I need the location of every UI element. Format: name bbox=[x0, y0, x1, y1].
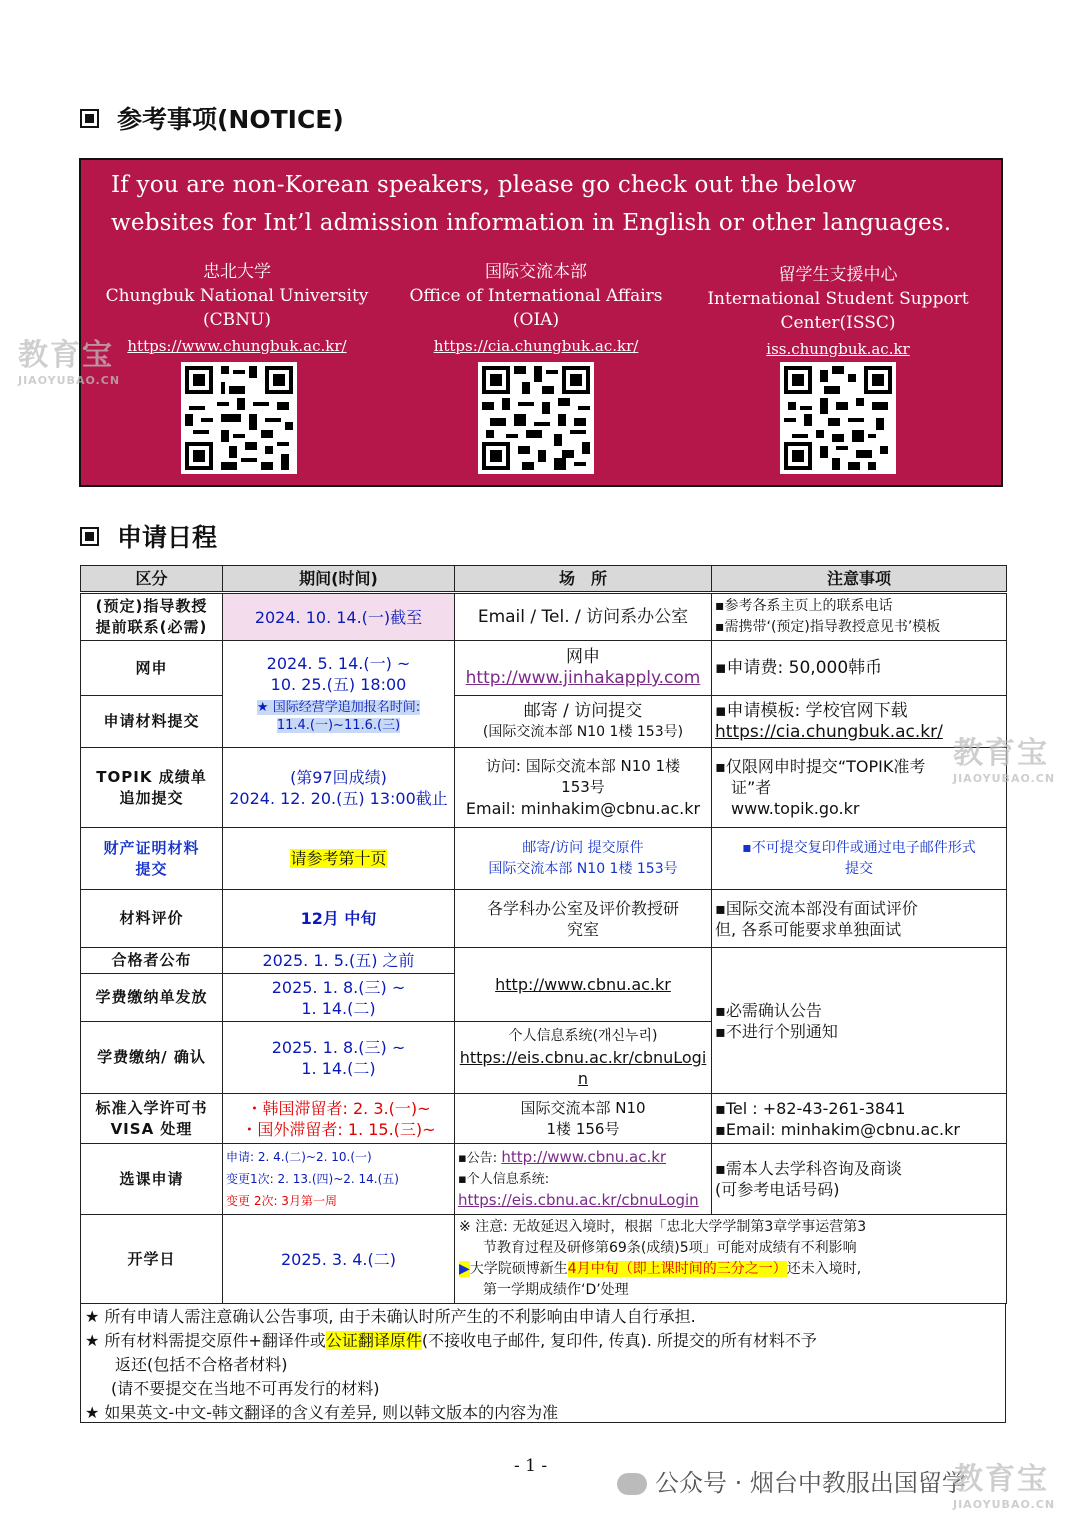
place-text: Email / Tel. / 访问系办公室 bbox=[477, 606, 689, 627]
note-text: 大学院硕博新生 bbox=[469, 1261, 568, 1277]
place-label: ▪个人信息系统: bbox=[458, 1172, 550, 1187]
place-text: 各学科办公室及评价教授研 bbox=[486, 898, 679, 918]
period-cell bbox=[223, 974, 455, 1022]
period-cell bbox=[223, 1215, 455, 1304]
category-text: 提前联系(必需) bbox=[95, 618, 208, 636]
category-cell bbox=[81, 828, 223, 890]
note-text: 还未入境时, bbox=[786, 1261, 862, 1277]
period-cell bbox=[223, 641, 455, 748]
period-text: 2024. 5. 14.(一) ~ bbox=[266, 654, 411, 673]
org-name-cn: 忠北大学 bbox=[203, 262, 271, 282]
watermark-brand: 教育宝 bbox=[953, 736, 1049, 771]
note-cell bbox=[712, 890, 1007, 948]
category-text: TOPIK 成绩单 bbox=[96, 767, 207, 786]
place-text: 国际交流本部 N10 bbox=[520, 1098, 646, 1117]
org-abbrev: (CBNU) bbox=[203, 310, 271, 330]
arrow-right-icon: ▶ bbox=[459, 1261, 470, 1277]
table-row bbox=[81, 748, 1007, 828]
square-bullet-icon bbox=[80, 527, 99, 546]
footer-note-line bbox=[85, 1329, 1001, 1353]
note-cell bbox=[712, 641, 1007, 696]
note-text: ▪申请模板: 学校官网下载 bbox=[715, 700, 908, 721]
category-cell bbox=[81, 948, 223, 974]
notice-intro-line1: If you are non-Korean speakers, please go check out the below bbox=[111, 172, 857, 198]
notice-section-title bbox=[80, 100, 344, 136]
org-name-en: International Student Support bbox=[707, 289, 969, 309]
watermark-logo bbox=[953, 1454, 1055, 1511]
category-cell bbox=[81, 1215, 223, 1304]
org-name-cn: 国际交流本部 bbox=[485, 262, 587, 282]
watermark-domain: JIAOYUBAO.CN bbox=[953, 772, 1056, 785]
category-text: 网申 bbox=[135, 658, 168, 677]
note-text: 但, 各系可能要求单独面试 bbox=[715, 919, 902, 939]
note-cell bbox=[712, 948, 1007, 1094]
cbnu-link[interactable]: http://www.cbnu.ac.kr bbox=[501, 1148, 667, 1166]
period-cell bbox=[223, 890, 455, 948]
period-text: ・韩国滞留者: 2. 3.(一)~ bbox=[246, 1098, 431, 1118]
note-text: ▪参考各系主页上的联系电话 bbox=[715, 598, 893, 614]
period-cell bbox=[223, 1144, 455, 1215]
org-abbrev: Center(ISSC) bbox=[780, 313, 896, 333]
note-text: 提交 bbox=[845, 860, 873, 877]
category-cell bbox=[81, 1144, 223, 1215]
qr-code-icon bbox=[780, 362, 896, 474]
place-cell bbox=[455, 828, 712, 890]
opening-note-cell bbox=[455, 1215, 1007, 1304]
category-cell bbox=[81, 593, 223, 641]
phone-text: ▪Tel : +82-43-261-3841 bbox=[715, 1098, 906, 1118]
place-cell bbox=[455, 1144, 712, 1215]
notice-box bbox=[79, 158, 1003, 487]
note-text: (可参考电话号码) bbox=[715, 1180, 840, 1199]
category-text: 申请材料提交 bbox=[103, 712, 200, 730]
wechat-icon bbox=[617, 1473, 647, 1495]
watermark-domain: JIAOYUBAO.CN bbox=[953, 1498, 1056, 1511]
schedule-table bbox=[80, 565, 1007, 1304]
watermark-domain: JIAOYUBAO.CN bbox=[18, 374, 121, 387]
category-cell bbox=[81, 974, 223, 1022]
period-text: ・国外滞留者: 1. 15.(三)~ bbox=[241, 1119, 436, 1139]
period-cell bbox=[223, 828, 455, 890]
note-text: ▪不进行个别通知 bbox=[715, 1021, 838, 1041]
category-cell bbox=[81, 748, 223, 828]
eis-link[interactable]: https://eis.cbnu.ac.kr/cbnuLogin bbox=[458, 1191, 699, 1209]
org-url-link[interactable]: https://www.chungbuk.ac.kr/ bbox=[127, 337, 347, 355]
period-text: 10. 25.(五) 18:00 bbox=[270, 675, 407, 694]
org-oia bbox=[386, 260, 686, 358]
table-row bbox=[81, 1094, 1007, 1144]
category-text: 开学日 bbox=[127, 1249, 176, 1268]
note-text: ▪国际交流本部没有面试评价 bbox=[715, 898, 918, 918]
square-bullet-icon bbox=[80, 109, 99, 128]
category-text: 学费缴纳/ 确认 bbox=[97, 1048, 206, 1066]
period-text: 2025. 1. 5.(五) 之前 bbox=[262, 951, 415, 970]
org-issc bbox=[688, 263, 988, 361]
watermark-brand: 教育宝 bbox=[953, 1462, 1049, 1497]
wechat-account-label bbox=[617, 1463, 966, 1498]
period-text: 申请: 2. 4.(二)~2. 10.(一) bbox=[226, 1150, 372, 1164]
place-cell bbox=[455, 696, 712, 748]
place-text: (国际交流本部 N10 1楼 153号) bbox=[482, 723, 684, 740]
org-name-en: Office of International Affairs bbox=[409, 286, 663, 306]
period-cell bbox=[223, 748, 455, 828]
table-row bbox=[81, 828, 1007, 890]
place-cell bbox=[455, 748, 712, 828]
category-text: 学费缴纳单发放 bbox=[95, 988, 208, 1006]
footer-note-line: ★ 所有申请人需注意确认公告事项, 由于未确认时所产生的不利影响由申请人自行承担. bbox=[85, 1307, 696, 1326]
table-row bbox=[81, 696, 1007, 748]
table-row bbox=[81, 641, 1007, 696]
column-header: 注意事项 bbox=[712, 566, 1007, 593]
place-cell bbox=[455, 641, 712, 696]
footer-note-line: 返还(包括不合格者材料) bbox=[115, 1355, 288, 1374]
org-url-link[interactable]: iss.chungbuk.ac.kr bbox=[766, 340, 910, 358]
period-text: 1. 14.(二) bbox=[301, 998, 376, 1018]
cia-link[interactable]: https://cia.chungbuk.ac.kr/ bbox=[715, 721, 943, 742]
place-text: 153号 bbox=[561, 778, 605, 796]
org-name-en: Chungbuk National University bbox=[105, 286, 369, 306]
place-text: 国际交流本部 N10 1楼 153号 bbox=[488, 860, 678, 877]
note-cell bbox=[712, 1094, 1007, 1144]
table-row bbox=[81, 1144, 1007, 1215]
note-text: ▪需携带‘(预定)指导教授意见书’模板 bbox=[715, 619, 941, 635]
period-cell bbox=[223, 948, 455, 974]
note-cell bbox=[712, 828, 1007, 890]
table-row bbox=[81, 593, 1007, 641]
org-cbnu bbox=[87, 260, 387, 358]
column-header: 场 所 bbox=[455, 566, 712, 593]
note-text: ▪仅限网申时提交“TOPIK准考 bbox=[715, 757, 926, 776]
place-cell bbox=[455, 1094, 712, 1144]
eis-link[interactable]: https://eis.cbnu.ac.kr/cbnuLogi bbox=[459, 1048, 707, 1067]
period-text: 2024. 10. 14.(一)截至 bbox=[254, 607, 423, 627]
schedule-section-title bbox=[80, 518, 217, 554]
org-url-link[interactable]: https://cia.chungbuk.ac.kr/ bbox=[433, 337, 639, 355]
notice-intro bbox=[111, 166, 981, 242]
category-text: 选课申请 bbox=[119, 1169, 184, 1188]
category-text: 材料评价 bbox=[119, 909, 184, 927]
period-text: 2025. 1. 8.(三) ~ bbox=[271, 1037, 406, 1057]
category-text: 财产证明材料 bbox=[103, 838, 200, 857]
watermark-logo bbox=[18, 330, 120, 387]
schedule-title-text: 申请日程 bbox=[117, 523, 218, 552]
note-cell bbox=[712, 1144, 1007, 1215]
notice-intro-line2: websites for Int’l admission information in English or other languages. bbox=[111, 210, 952, 236]
category-text: 标准入学许可书 bbox=[95, 1098, 208, 1117]
cbnu-link[interactable]: http://www.cbnu.ac.kr bbox=[495, 975, 671, 994]
footer-notes bbox=[80, 1303, 1006, 1423]
org-abbrev: (OIA) bbox=[512, 310, 560, 330]
period-text: 变更 2次: 3月第一周 bbox=[226, 1194, 337, 1208]
table-header-row bbox=[81, 566, 1007, 593]
period-text: 变更1次: 2. 13.(四)~2. 14.(五) bbox=[226, 1172, 399, 1186]
note-text: ▪需本人去学科咨询及商谈 bbox=[715, 1159, 902, 1178]
place-cell bbox=[455, 948, 712, 1022]
note-text: 第一学期成绩作‘D’处理 bbox=[483, 1282, 629, 1298]
footer-note-line: (请不要提交在当地不可再发行的材料) bbox=[111, 1379, 380, 1398]
column-header: 区分 bbox=[81, 566, 223, 593]
period-text: (第97回成绩) bbox=[290, 767, 387, 787]
period-text: 2024. 12. 20.(五) 13:00截止 bbox=[229, 788, 448, 808]
note-text: ※ 注意: 无故延迟入境时，根据「忠北大学学制第3章学事运营第3 bbox=[459, 1219, 867, 1235]
topik-link[interactable]: www.topik.go.kr bbox=[731, 799, 860, 818]
period-cell bbox=[223, 1094, 455, 1144]
category-text: 追加提交 bbox=[119, 788, 184, 807]
table-row bbox=[81, 948, 1007, 974]
period-extra-text: ★ 国际经营学追加报名时间: bbox=[256, 700, 421, 715]
qr-code-icon bbox=[181, 362, 297, 474]
place-text: 网申 bbox=[566, 647, 600, 667]
footer-note-highlight: 公证翻译原件 bbox=[325, 1331, 422, 1350]
period-text: 1. 14.(二) bbox=[301, 1058, 376, 1078]
place-text: 访问: 国际交流本部 N10 1楼 bbox=[485, 757, 681, 775]
note-text: ▪必需确认公告 bbox=[715, 1000, 822, 1020]
period-text: 12月 中旬 bbox=[300, 909, 377, 928]
category-cell bbox=[81, 890, 223, 948]
email-link[interactable]: Email: minhakim@cbnu.ac.kr bbox=[465, 799, 701, 818]
footer-note-text: ★ 所有材料需提交原件+翻译件或 bbox=[85, 1331, 326, 1350]
category-cell bbox=[81, 1094, 223, 1144]
period-cell bbox=[223, 593, 455, 641]
place-label: ▪公告: bbox=[458, 1151, 502, 1166]
email-text: ▪Email: minhakim@cbnu.ac.kr bbox=[715, 1119, 960, 1139]
watermark-brand: 教育宝 bbox=[18, 338, 114, 373]
notice-title-text: 参考事项(NOTICE) bbox=[117, 105, 344, 134]
place-cell bbox=[455, 593, 712, 641]
period-text: 2025. 1. 8.(三) ~ bbox=[271, 977, 406, 997]
category-text: 合格者公布 bbox=[111, 951, 192, 969]
footer-note-line: ★ 如果英文-中文-韩文翻译的含义有差异, 则以韩文版本的内容为准 bbox=[85, 1403, 559, 1422]
note-text: 节教育过程及研修第69条(成绩)5项」可能对成绩有不利影响 bbox=[483, 1240, 857, 1256]
wechat-account-text: 公众号 · 烟台中教服出国留学 bbox=[655, 1469, 966, 1497]
category-cell bbox=[81, 641, 223, 696]
note-cell bbox=[712, 593, 1007, 641]
category-text: 提交 bbox=[135, 859, 168, 878]
category-cell bbox=[81, 1022, 223, 1094]
place-text: 邮寄/访问 提交原件 bbox=[522, 839, 644, 856]
place-text: 邮寄 / 访问提交 bbox=[523, 700, 643, 721]
note-text: 证”者 bbox=[731, 778, 772, 797]
place-cell bbox=[455, 890, 712, 948]
page-number: - 1 - bbox=[514, 1456, 548, 1476]
table-row bbox=[81, 890, 1007, 948]
note-text: ▪申请费: 50,000韩币 bbox=[715, 657, 883, 678]
column-header: 期间(时间) bbox=[223, 566, 455, 593]
footer-note-text: (不接收电子邮件, 复印件, 传真). 所提交的所有材料不予 bbox=[421, 1331, 817, 1350]
period-cell bbox=[223, 1022, 455, 1094]
category-text: VISA 处理 bbox=[110, 1119, 193, 1138]
eis-link-tail: n bbox=[577, 1069, 589, 1088]
category-cell bbox=[81, 696, 223, 748]
jinhakapply-link[interactable]: http://www.jinhakapply.com bbox=[465, 668, 701, 688]
table-row bbox=[81, 1215, 1007, 1304]
category-text: (预定)指导教授 bbox=[95, 597, 208, 615]
place-cell bbox=[455, 1022, 712, 1094]
note-highlight-text: 4月中旬（即上课时间的三分之一） bbox=[567, 1261, 787, 1277]
place-text: 个人信息系统(개신누리) bbox=[508, 1028, 658, 1044]
place-text: 1楼 156号 bbox=[546, 1119, 620, 1138]
watermark-logo bbox=[953, 728, 1055, 785]
place-text: 究室 bbox=[566, 919, 599, 939]
org-name-cn: 留学生支援中心 bbox=[778, 265, 898, 285]
period-text: 2025. 3. 4.(二) bbox=[281, 1249, 396, 1269]
note-text: ▪不可提交复印件或通过电子邮件形式 bbox=[742, 839, 976, 856]
qr-code-icon bbox=[478, 362, 594, 474]
period-extra-text: 11.4.(一)~11.6.(三) bbox=[276, 718, 401, 733]
period-text: 请参考第十页 bbox=[290, 849, 387, 868]
